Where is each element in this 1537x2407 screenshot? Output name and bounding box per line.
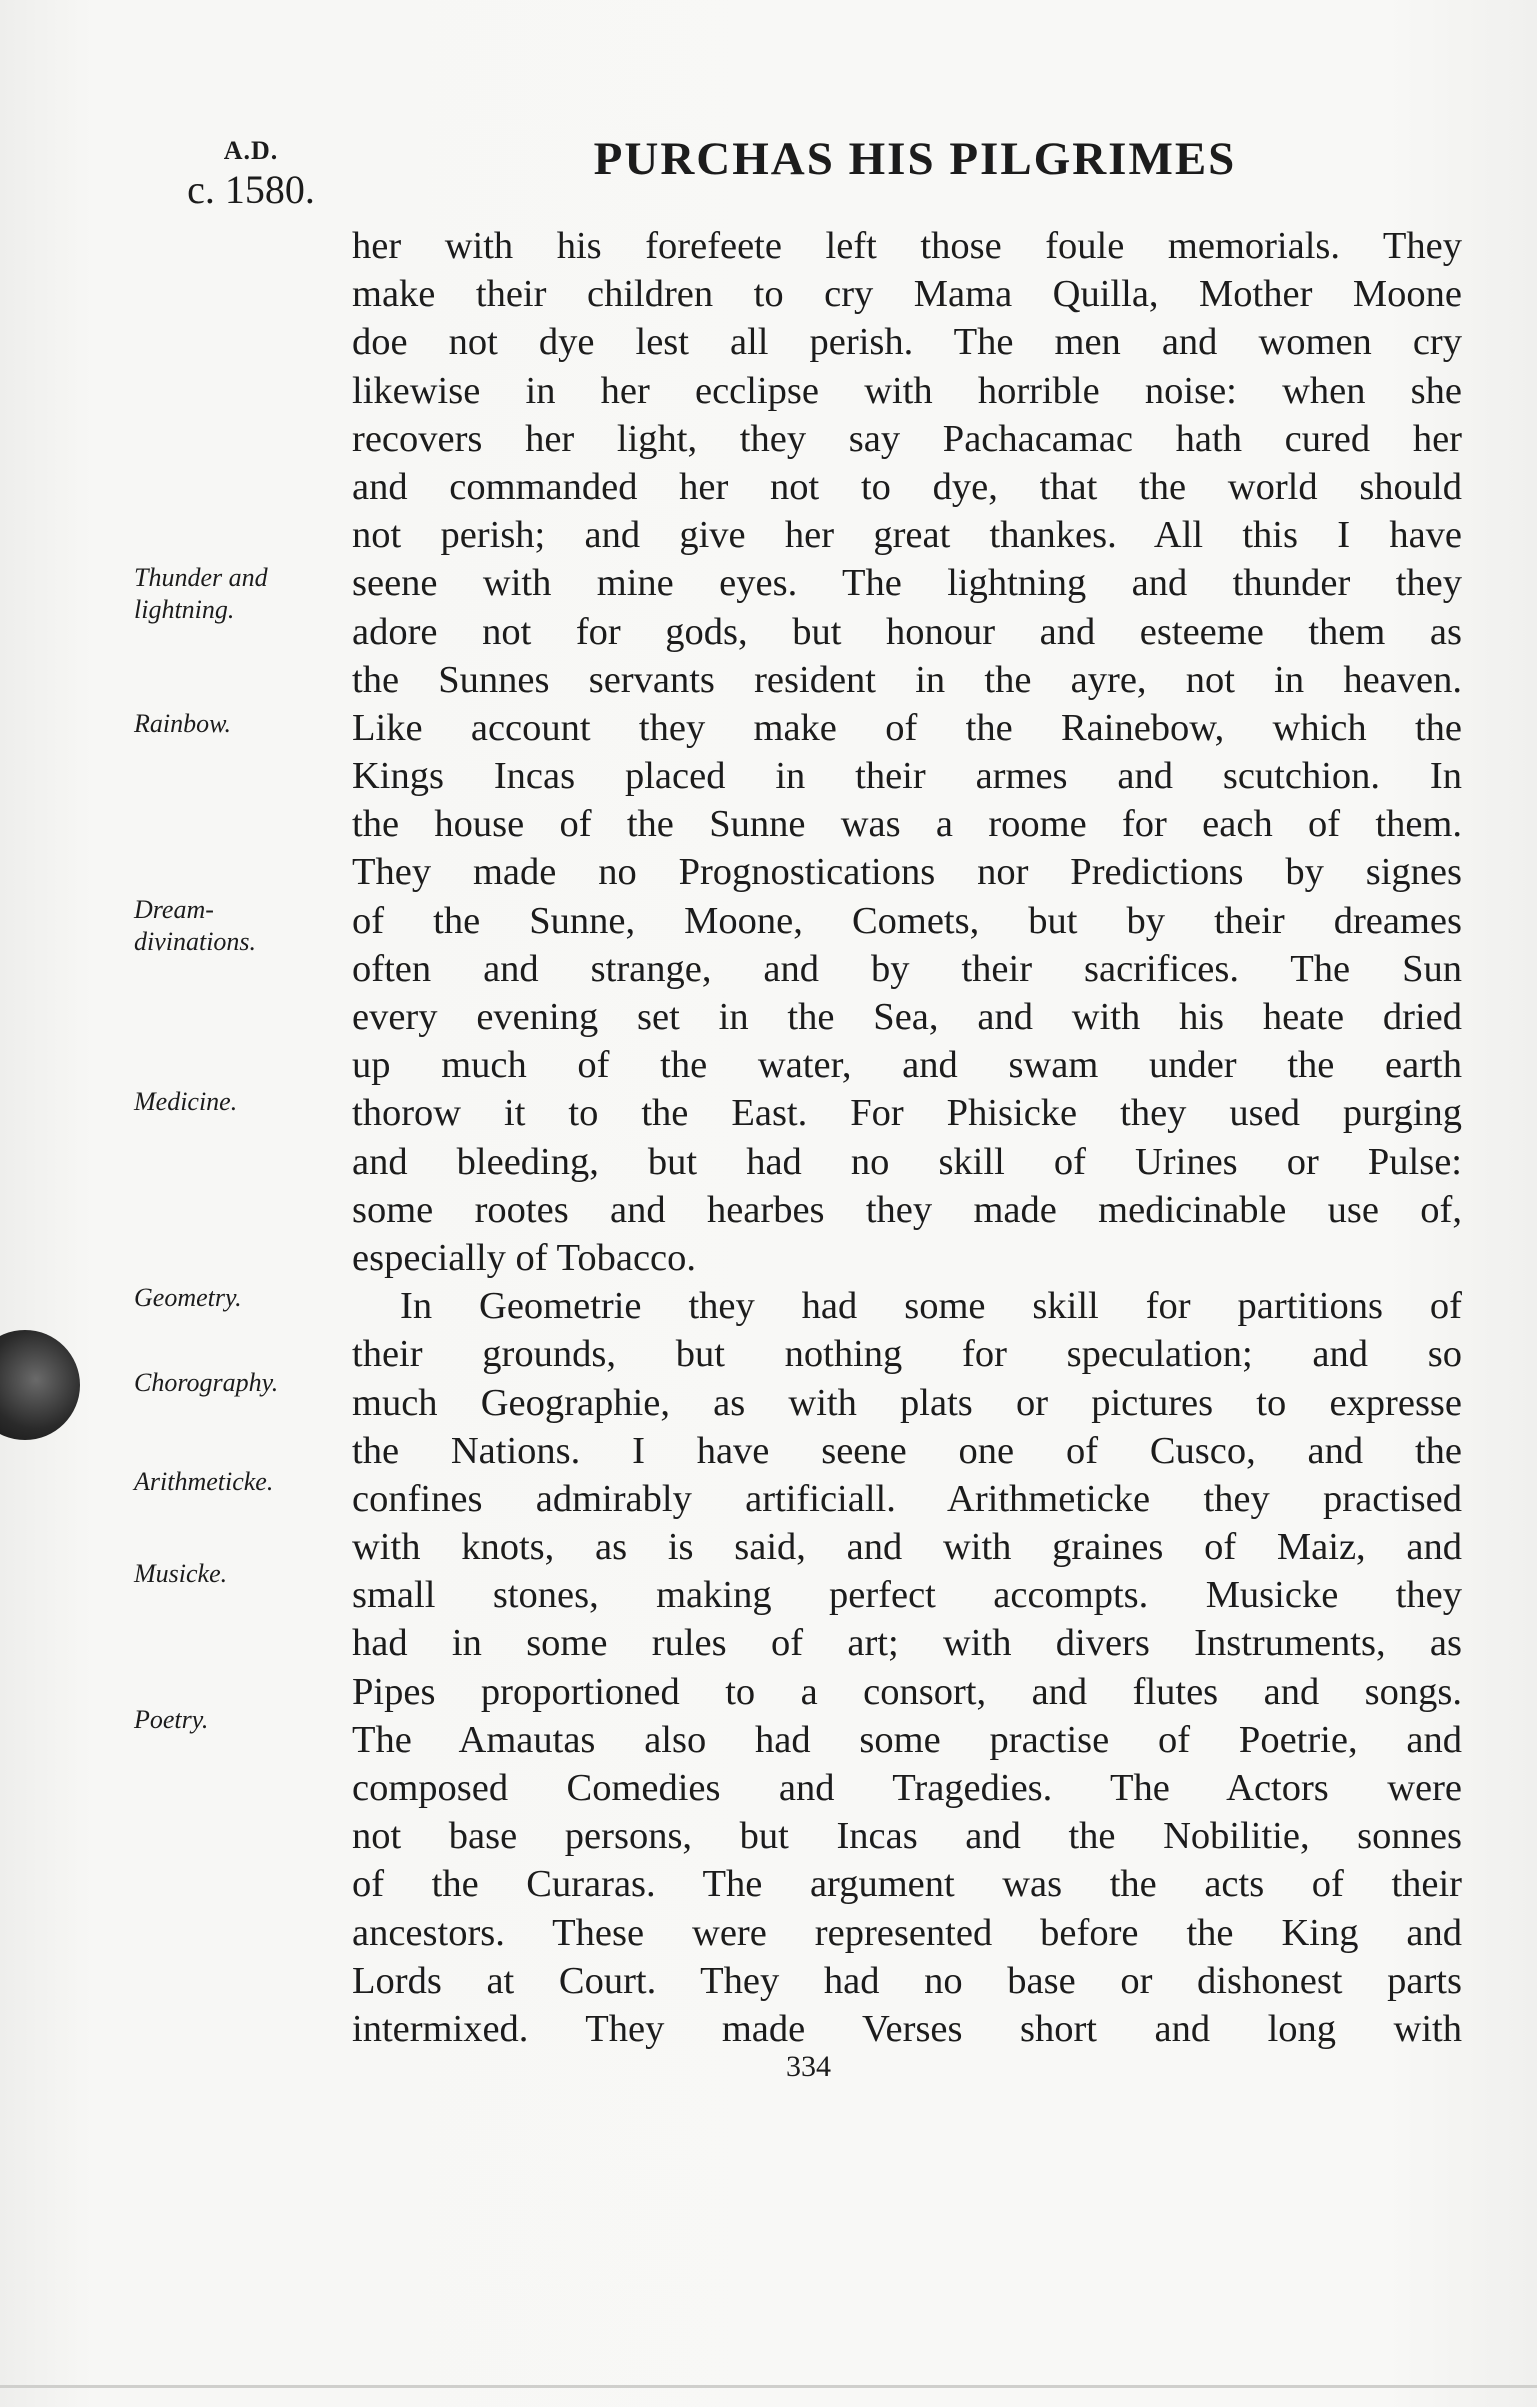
text-line: adore not for gods, but honour and esteeme them as xyxy=(352,610,1462,653)
margin-note-thunder: Thunder and lightning. xyxy=(134,563,268,624)
text-line: make their children to cry Mama Quilla, Mother Moone xyxy=(352,273,1462,316)
era-label: A.D. xyxy=(223,136,279,165)
text-line: intermixed. They made Verses short and long with xyxy=(352,2007,1462,2050)
margin-note-poetry: Poetry. xyxy=(134,1705,209,1734)
text-line: ancestors. These were represented before the King and xyxy=(352,1911,1462,1954)
margin-note-chorography: Chorography. xyxy=(134,1368,279,1397)
text-line: the Nations. I have seene one of Cusco, and the xyxy=(352,1429,1462,1472)
text-line: every evening set in the Sea, and with his heate dried xyxy=(352,996,1462,1038)
margin-note-arithmetic: Arithmeticke. xyxy=(134,1467,274,1496)
margin-note-geometry: Geometry. xyxy=(134,1283,242,1312)
text-line: with knots, as is said, and with graines of Maiz, and xyxy=(352,1526,1462,1569)
text-line: small stones, making perfect accompts. Musicke they xyxy=(352,1574,1462,1617)
text-line: In Geometrie they had some skill for partitions of xyxy=(400,1285,1462,1328)
text-line: and bleeding, but had no skill of Urines or Pulse: xyxy=(352,1140,1462,1183)
running-head: PURCHAS HIS PILGRIMES xyxy=(593,133,1237,185)
margin-note-music: Musicke. xyxy=(134,1559,228,1588)
text-line: and commanded her not to dye, that the world should xyxy=(352,465,1462,508)
text-line: Pipes proportioned to a consort, and flutes and songs. xyxy=(352,1670,1462,1713)
text-line: not base persons, but Incas and the Nobilitie, sonnes xyxy=(352,1815,1462,1858)
year-label: c. 1580. xyxy=(187,167,315,212)
text-line: Kings Incas placed in their armes and scutchion. In xyxy=(352,755,1462,798)
text-line: likewise in her ecclipse with horrible noise: when she xyxy=(352,369,1462,412)
thumb-shadow xyxy=(0,1330,80,1440)
text-line: composed Comedies and Tragedies. The Actors were xyxy=(352,1767,1462,1809)
text-line: her with his forefeete left those foule memorials. They xyxy=(352,225,1462,267)
text-line: especially of Tobacco. xyxy=(352,1236,697,1279)
text-line: They made no Prognostications nor Predictions by signes xyxy=(352,851,1462,894)
text-line: the Sunnes servants resident in the ayre, not in heaven. xyxy=(352,658,1462,701)
text-line: often and strange, and by their sacrifices. The Sun xyxy=(352,947,1462,990)
text-line: not perish; and give her great thankes. All this I have xyxy=(352,514,1462,557)
margin-note-rainbow: Rainbow. xyxy=(134,709,232,738)
page-number: 334 xyxy=(786,2050,831,2083)
date-block xyxy=(166,138,336,210)
text-line: had in some rules of art; with divers Instruments, as xyxy=(352,1622,1462,1665)
page-edge xyxy=(0,2385,1537,2388)
text-line: much Geographie, as with plats or pictures to expresse xyxy=(352,1381,1462,1424)
text-line: thorow it to the East. For Phisicke they used purging xyxy=(352,1092,1462,1135)
text-line: up much of the water, and swam under the earth xyxy=(352,1044,1462,1087)
text-line: of the Curaras. The argument was the acts of their xyxy=(352,1863,1462,1906)
text-line: seene with mine eyes. The lightning and thunder they xyxy=(352,562,1462,605)
margin-note-dream: Dream-divinations. xyxy=(134,895,257,956)
text-line: Like account they make of the Rainebow, which the xyxy=(352,706,1462,749)
margin-note-medicine: Medicine. xyxy=(134,1087,238,1116)
text-line: doe not dye lest all perish. The men and women cry xyxy=(352,321,1462,364)
text-line: Lords at Court. They had no base or dishonest parts xyxy=(352,1959,1462,2002)
text-line: their grounds, but nothing for speculation; and so xyxy=(352,1333,1462,1376)
text-line: The Amautas also had some practise of Poetrie, and xyxy=(352,1718,1462,1761)
text-line: the house of the Sunne was a roome for each of them. xyxy=(352,803,1462,846)
body-text xyxy=(352,222,1462,2053)
text-line: recovers her light, they say Pachacamac hath cured her xyxy=(352,417,1462,460)
text-line: some rootes and hearbes they made medicinable use of, xyxy=(352,1188,1462,1231)
text-line: of the Sunne, Moone, Comets, but by their dreames xyxy=(352,899,1462,942)
text-line: confines admirably artificiall. Arithmeticke they practised xyxy=(352,1477,1462,1520)
